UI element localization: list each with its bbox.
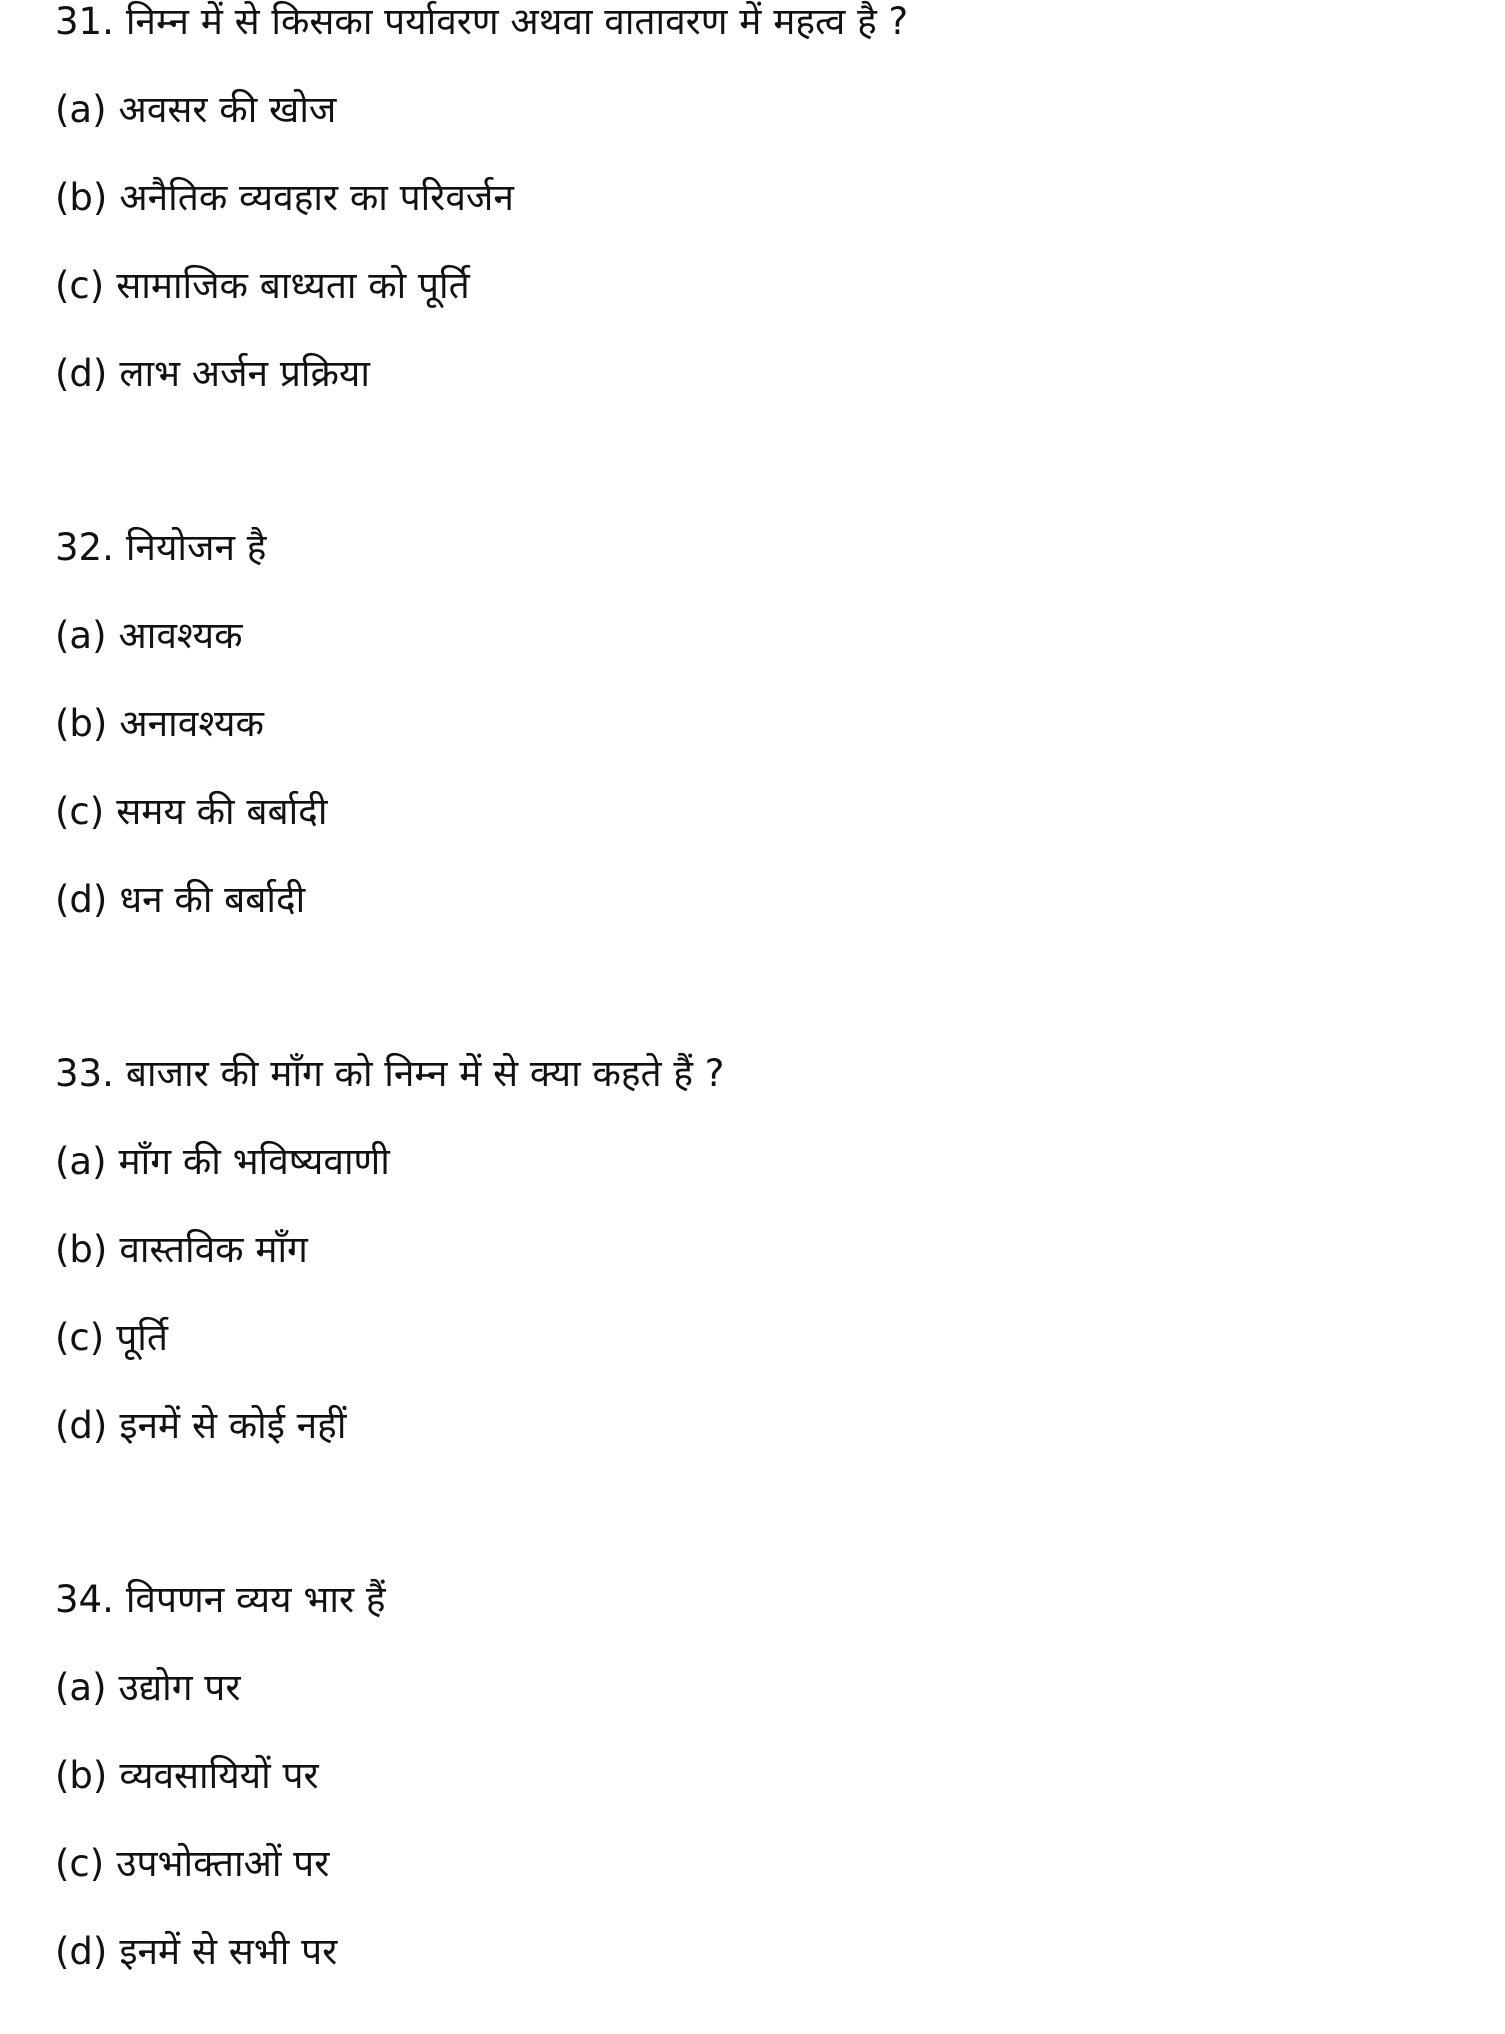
option-d <box>55 352 1455 396</box>
question-text: नियोजन है <box>125 526 267 569</box>
option-d <box>55 1930 1455 1974</box>
option-a <box>55 1666 1455 1710</box>
option-c <box>55 264 1455 308</box>
option-text: सामाजिक बाध्यता को पूर्ति <box>116 264 470 307</box>
option-c <box>55 1316 1455 1360</box>
option-d <box>55 878 1455 922</box>
question-text: बाजार की माँग को निम्न में से क्या कहते हैं ? <box>125 1052 725 1095</box>
option-key: (b) <box>55 176 108 219</box>
question-title <box>55 1578 1455 1622</box>
option-c <box>55 1842 1455 1886</box>
option-a <box>55 88 1455 132</box>
question-number: 34. <box>55 1578 114 1621</box>
option-key: (a) <box>55 88 107 131</box>
question-33 <box>55 1052 1455 1448</box>
option-key: (d) <box>55 1930 108 1973</box>
option-b <box>55 1228 1455 1272</box>
option-key: (c) <box>55 790 105 833</box>
question-32 <box>55 526 1455 922</box>
option-key: (b) <box>55 1228 108 1271</box>
option-text: अनावश्यक <box>119 702 264 745</box>
option-text: पूर्ति <box>116 1316 168 1359</box>
option-text: धन की बर्बादी <box>119 878 306 921</box>
option-a <box>55 614 1455 658</box>
option-text: आवश्यक <box>118 614 243 657</box>
question-title <box>55 526 1455 570</box>
option-text: अनैतिक व्यवहार का परिवर्जन <box>119 176 514 219</box>
option-key: (d) <box>55 1404 108 1447</box>
question-31 <box>55 0 1455 396</box>
option-key: (a) <box>55 1666 107 1709</box>
option-d <box>55 1404 1455 1448</box>
option-key: (a) <box>55 614 107 657</box>
option-text: माँग की भविष्यवाणी <box>118 1140 390 1183</box>
option-text: समय की बर्बादी <box>116 790 328 833</box>
option-text: वास्तविक माँग <box>119 1228 308 1271</box>
option-text: इनमें से कोई नहीं <box>119 1404 347 1447</box>
option-b <box>55 702 1455 746</box>
option-text: लाभ अर्जन प्रक्रिया <box>119 352 370 395</box>
question-title <box>55 1052 1455 1096</box>
option-key: (c) <box>55 1316 105 1359</box>
option-key: (d) <box>55 878 108 921</box>
option-text: अवसर की खोज <box>118 88 337 131</box>
option-key: (a) <box>55 1140 107 1183</box>
question-number: 33. <box>55 1052 114 1095</box>
option-text: इनमें से सभी पर <box>119 1930 338 1973</box>
question-text: निम्न में से किसका पर्यावरण अथवा वातावरण में महत्व है ? <box>125 0 909 43</box>
option-key: (b) <box>55 702 108 745</box>
option-b <box>55 1754 1455 1798</box>
option-text: उपभोक्ताओं पर <box>116 1842 330 1885</box>
option-a <box>55 1140 1455 1184</box>
option-key: (b) <box>55 1754 108 1797</box>
option-key: (d) <box>55 352 108 395</box>
question-number: 31. <box>55 0 114 43</box>
option-text: उद्योग पर <box>118 1666 241 1709</box>
option-text: व्यवसायियों पर <box>119 1754 319 1797</box>
option-c <box>55 790 1455 834</box>
option-key: (c) <box>55 264 105 307</box>
question-number: 32. <box>55 526 114 569</box>
question-text: विपणन व्यय भार हैं <box>125 1578 386 1621</box>
question-title <box>55 0 1455 44</box>
option-key: (c) <box>55 1842 105 1885</box>
option-b <box>55 176 1455 220</box>
question-34 <box>55 1578 1455 1974</box>
